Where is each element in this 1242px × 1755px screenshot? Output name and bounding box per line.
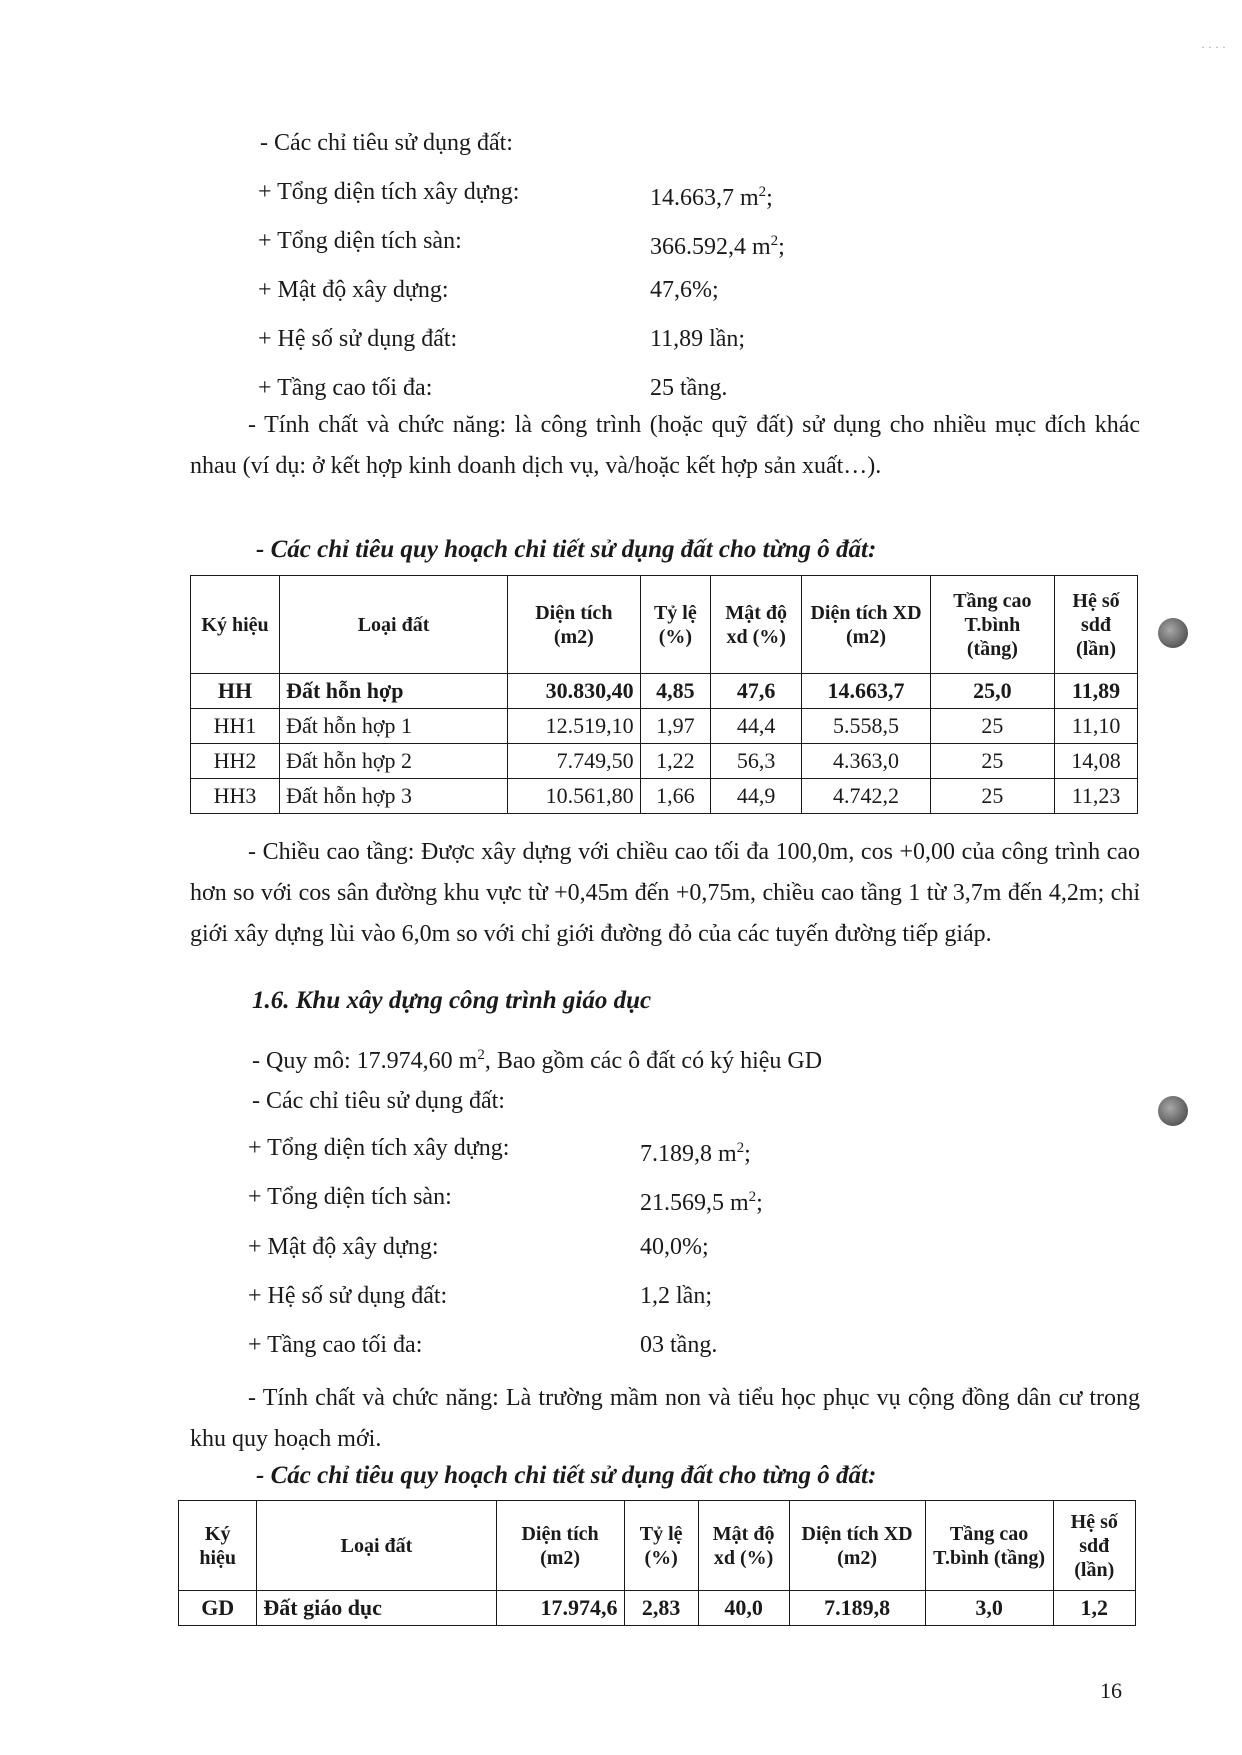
table-cell: 4.363,0	[802, 744, 930, 779]
table-cell: 3,0	[925, 1591, 1053, 1626]
table-header-cell: Diện tích XD (m2)	[802, 576, 930, 674]
table-cell: 11,10	[1055, 709, 1138, 744]
table-cell: 25	[930, 744, 1054, 779]
table-cell: 14.663,7	[802, 674, 930, 709]
table-row	[191, 674, 1138, 709]
indicator-value	[650, 373, 727, 403]
table-cell: 11,89	[1055, 674, 1138, 709]
table-cell: 44,4	[711, 709, 802, 744]
table-cell: Đất hỗn hợp 2	[280, 744, 508, 779]
table-cell: 1,2	[1053, 1591, 1136, 1626]
table-row	[179, 1591, 1136, 1626]
table-cell: 5.558,5	[802, 709, 930, 744]
table-cell: HH1	[191, 709, 280, 744]
indicator-value-text: 1,2 lần;	[640, 1283, 712, 1309]
table-header-cell: Diện tích (m2)	[496, 1501, 624, 1591]
table-cell: 4.742,2	[802, 779, 930, 814]
indicator-value-text: 11,89 lần;	[650, 326, 746, 352]
table-cell: HH3	[191, 779, 280, 814]
table-cell: 1,22	[640, 744, 710, 779]
indicator-tail: ;	[778, 234, 785, 260]
table-cell: 1,97	[640, 709, 710, 744]
indicator-superscript: 2	[748, 1189, 757, 1205]
indicator-value	[640, 1232, 709, 1262]
indicator-value	[650, 275, 719, 305]
table-cell: Đất hỗn hợp	[280, 674, 508, 709]
table-header-cell: Ký hiệu	[191, 576, 280, 674]
indicator-value-text: 21.569,5 m	[640, 1190, 749, 1216]
table-cell: 7.749,50	[508, 744, 641, 779]
table-cell: Đất giáo dục	[257, 1591, 496, 1626]
indicator-superscript: 2	[758, 184, 767, 200]
table-header-cell: Tầng cao T.bình (tầng)	[925, 1501, 1053, 1591]
scale-line-education	[252, 1040, 822, 1076]
table-cell: Đất hỗn hợp 1	[280, 709, 508, 744]
indicator-value	[650, 324, 745, 354]
table-header-cell: Diện tích (m2)	[508, 576, 641, 674]
table-cell: 1,66	[640, 779, 710, 814]
scan-specks: · · · ·	[1201, 40, 1226, 54]
table-cell: 47,6	[711, 674, 802, 709]
table-title-education: - Các chỉ tiêu quy hoạch chi tiết sử dụng đất cho từng ô đất:	[256, 1462, 877, 1489]
table-header-cell: Tầng cao T.bình (tầng)	[930, 576, 1054, 674]
indicator-label: + Hệ số sử dụng đất:	[258, 326, 458, 352]
table-cell: 30.830,40	[508, 674, 641, 709]
table-cell: 25,0	[930, 674, 1054, 709]
table-header-cell: Loại đất	[280, 576, 508, 674]
scale-superscript: 2	[477, 1047, 485, 1063]
nature-paragraph-education: - Tính chất và chức năng: Là trường mầm non và tiểu học phục vụ cộng đồng dân cư trong khu quy hoạch mới.	[190, 1385, 1140, 1452]
table-cell: 7.189,8	[789, 1591, 925, 1626]
table-header-cell: Loại đất	[257, 1501, 496, 1591]
table-header-cell: Diện tích XD (m2)	[789, 1501, 925, 1591]
indicator-superscript: 2	[770, 233, 779, 249]
indicator-value	[640, 1281, 712, 1311]
land-use-intro: - Các chỉ tiêu sử dụng đất:	[260, 130, 513, 156]
table-cell: 17.974,6	[496, 1591, 624, 1626]
table-cell: Đất hỗn hợp 3	[280, 779, 508, 814]
punch-hole-lower	[1158, 1096, 1188, 1126]
indicator-label: + Tổng diện tích xây dựng:	[258, 179, 520, 205]
table-cell: HH2	[191, 744, 280, 779]
page-number: 16	[1100, 1678, 1122, 1703]
land-plan-table-education	[178, 1500, 1136, 1626]
indicator-value-text: 25 tầng.	[650, 375, 728, 401]
table-cell: 25	[930, 779, 1054, 814]
indicator-value	[640, 1330, 717, 1360]
indicator-value	[650, 177, 773, 213]
table-header-cell: Tỷ lệ (%)	[624, 1501, 698, 1591]
table-cell: 40,0	[698, 1591, 789, 1626]
indicator-superscript: 2	[736, 1140, 745, 1156]
punch-hole-upper	[1158, 618, 1188, 648]
indicator-value-text: 40,0%;	[640, 1234, 709, 1260]
indicator-value-text: 14.663,7 m	[650, 185, 759, 211]
indicator-label: + Tổng diện tích sàn:	[258, 228, 462, 254]
table-row	[191, 709, 1138, 744]
table-cell: 44,9	[711, 779, 802, 814]
table-cell: 11,23	[1055, 779, 1138, 814]
indicator-label: + Tầng cao tối đa:	[258, 375, 433, 401]
table-header-cell: Hệ số sdđ (lần)	[1053, 1501, 1136, 1591]
indicator-value	[640, 1133, 751, 1169]
indicator-tail: ;	[766, 185, 773, 211]
height-note-paragraph: - Chiều cao tầng: Được xây dựng với chiều cao tối đa 100,0m, cos +0,00 của công trình cao hơn so với cos sân đường khu vực từ +0,45m đến +0,75m, chiều cao tầng 1 từ 3,7m đến 4,2m; chỉ giới xây dựng lùi vào 6,0m so với chỉ giới đường đỏ của các tuyến đường tiếp giáp.	[190, 839, 1140, 947]
table-title-mixed: - Các chỉ tiêu quy hoạch chi tiết sử dụng đất cho từng ô đất:	[256, 536, 877, 563]
table-header-cell: Mật độ xd (%)	[698, 1501, 789, 1591]
indicator-value-text: 366.592,4 m	[650, 234, 771, 260]
indicator-value-text: 7.189,8 m	[640, 1141, 737, 1167]
table-row	[191, 779, 1138, 814]
indicator-tail: ;	[756, 1190, 763, 1216]
indicator-value-text: 47,6%;	[650, 277, 719, 303]
table-cell: 10.561,80	[508, 779, 641, 814]
scale-prefix: - Quy mô: 17.974,60 m	[252, 1048, 478, 1074]
table-cell: GD	[179, 1591, 257, 1626]
table-header-cell: Mật độ xd (%)	[711, 576, 802, 674]
land-use-intro-education: - Các chỉ tiêu sử dụng đất:	[252, 1088, 505, 1114]
table-header-cell: Hệ số sdđ (lần)	[1055, 576, 1138, 674]
indicator-label: + Tổng diện tích xây dựng:	[248, 1135, 510, 1161]
indicator-value-text: 03 tầng.	[640, 1332, 718, 1358]
indicator-label: + Tầng cao tối đa:	[248, 1332, 423, 1358]
table-cell: 4,85	[640, 674, 710, 709]
section-title-education: 1.6. Khu xây dựng công trình giáo dục	[252, 987, 652, 1014]
table-header-cell: Ký hiệu	[179, 1501, 257, 1591]
table-cell: 2,83	[624, 1591, 698, 1626]
table-cell: 25	[930, 709, 1054, 744]
indicator-label: + Mật độ xây dựng:	[258, 277, 449, 303]
table-cell: HH	[191, 674, 280, 709]
table-cell: 56,3	[711, 744, 802, 779]
table-header-cell: Tỷ lệ (%)	[640, 576, 710, 674]
indicator-label: + Hệ số sử dụng đất:	[248, 1283, 448, 1309]
nature-paragraph-mixed: - Tính chất và chức năng: là công trình (hoặc quỹ đất) sử dụng cho nhiều mục đích khác nhau (ví dụ: ở kết hợp kinh doanh dịch vụ, và/hoặc kết hợp sản xuất…).	[190, 412, 1140, 479]
indicator-tail: ;	[744, 1141, 751, 1167]
indicator-value	[650, 226, 785, 262]
indicator-label: + Tổng diện tích sàn:	[248, 1184, 452, 1210]
indicator-value	[640, 1182, 763, 1218]
land-plan-table-mixed	[190, 575, 1138, 814]
scale-suffix: , Bao gồm các ô đất có ký hiệu GD	[484, 1048, 823, 1074]
table-row	[191, 744, 1138, 779]
table-cell: 14,08	[1055, 744, 1138, 779]
indicator-label: + Mật độ xây dựng:	[248, 1234, 439, 1260]
table-cell: 12.519,10	[508, 709, 641, 744]
